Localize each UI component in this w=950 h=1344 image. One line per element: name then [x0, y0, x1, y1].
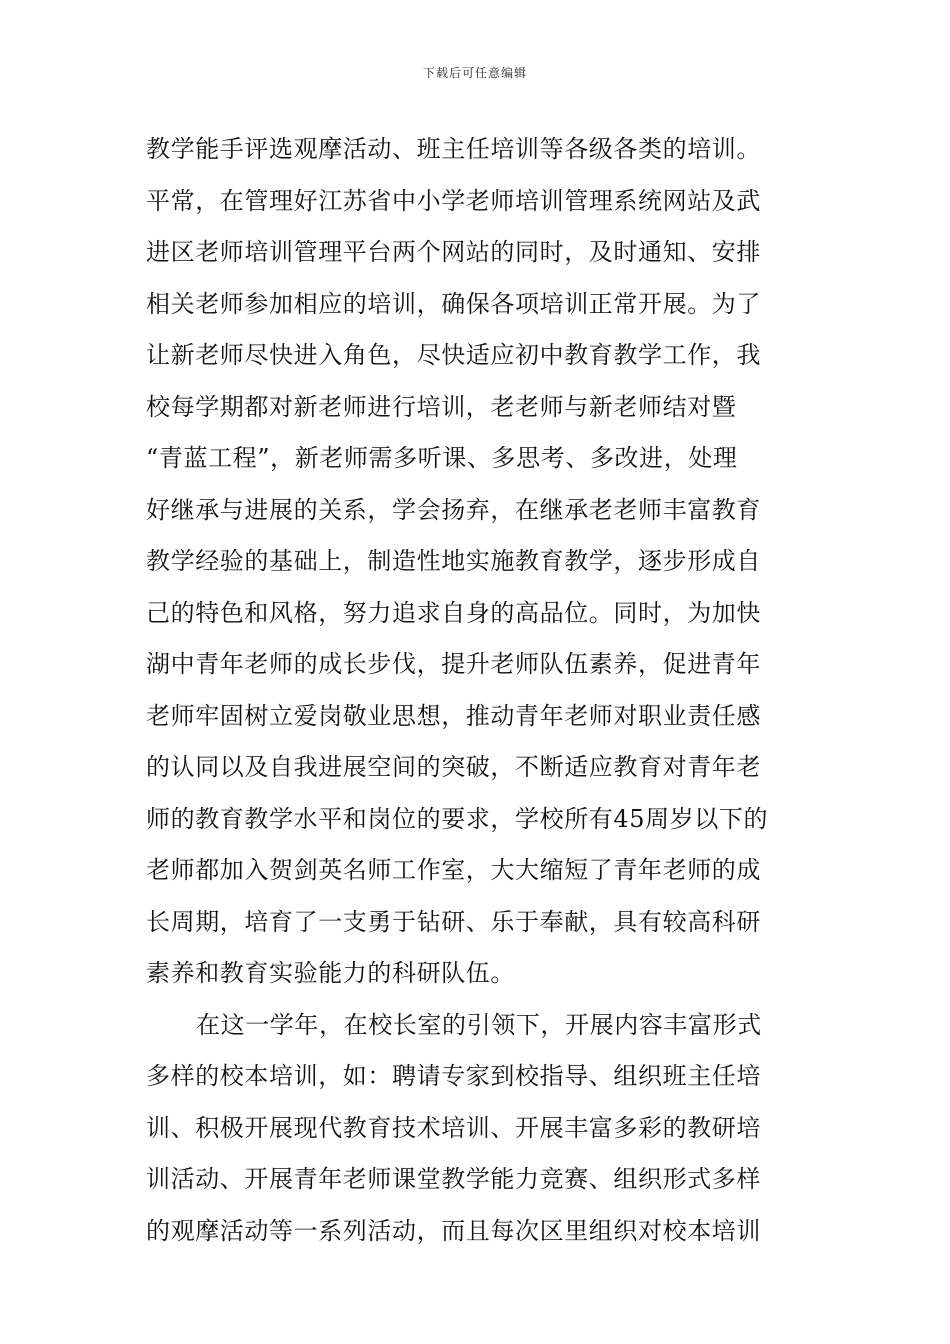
- text-line: 让新老师尽快进入角色，尽快适应初中教育教学工作，我: [146, 341, 761, 369]
- paragraph-1: [146, 124, 806, 1000]
- text-line: 长周期，培育了一支勇于钻研、乐于奉献，具有较高科研: [146, 907, 761, 936]
- text-line: 己的特色和风格，努力追求自身的高品位。同时，为加快: [146, 598, 761, 627]
- text-line: 老师都加入贺剑英名师工作室，大大缩短了青年老师的成: [146, 856, 761, 884]
- text-line: 教学经验的基础上，制造性地实施教育教学，逐步形成自: [146, 547, 761, 575]
- text-line: 校每学期都对新老师进行培训，老老师与新老师结对暨: [146, 392, 737, 421]
- text-line: 好继承与进展的关系，学会扬弃，在继承老老师丰富教育: [146, 495, 761, 524]
- text-line: 的认同以及自我进展空间的突破，不断适应教育对青年老: [146, 753, 761, 781]
- page-header: 下载后可任意编辑: [422, 66, 527, 80]
- text-line: 教学能手评选观摩活动、班主任培训等各级各类的培训。: [146, 135, 761, 163]
- text-line: 训、积极开展现代教育技术培训、开展丰富多彩的教研培: [146, 1113, 761, 1142]
- paragraph-2: [146, 1000, 806, 1258]
- text-line: 多样的校本培训，如：聘请专家到校指导、组织班主任培: [146, 1062, 761, 1090]
- text-line: 平常，在管理好江苏省中小学老师培训管理系统网站及武: [146, 186, 761, 215]
- text-line: 老师牢固树立爱岗敬业思想，推动青年老师对职业责任感: [146, 701, 761, 730]
- text-line: “青蓝工程”，新老师需多听课、多思考、多改进，处理: [146, 444, 738, 472]
- text-line: 训活动、开展青年老师课堂教学能力竞赛、组织形式多样: [146, 1165, 761, 1193]
- text-line-indented: 在这一学年，在校长室的引领下，开展内容丰富形式: [196, 1010, 762, 1039]
- text-line: 素养和教育实验能力的科研队伍。: [146, 959, 515, 987]
- text-line: 湖中青年老师的成长步伐，提升老师队伍素养，促进青年: [146, 650, 761, 678]
- text-line: 的观摩活动等一系列活动，而且每次区里组织对校本培训: [146, 1216, 761, 1245]
- text-line: 进区老师培训管理平台两个网站的同时，及时通知、安排: [146, 238, 761, 266]
- text-line: 相关老师参加相应的培训，确保各项培训正常开展。为了: [146, 289, 761, 318]
- text-line: 师的教育教学水平和岗位的要求，学校所有45周岁以下的: [146, 804, 769, 833]
- document-body: [146, 124, 806, 1257]
